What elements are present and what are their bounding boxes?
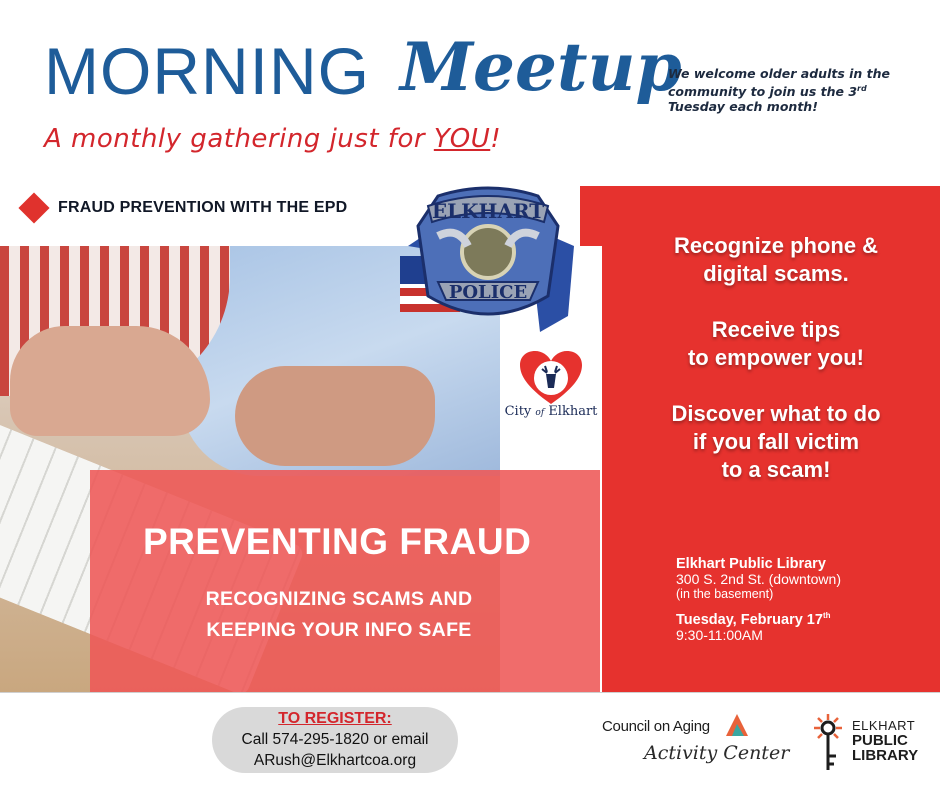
city-word: City bbox=[504, 404, 532, 419]
title-morning: MORNING bbox=[44, 34, 370, 108]
title-meetup: Meetup bbox=[400, 28, 682, 106]
elkhart-word: Elkhart bbox=[548, 404, 598, 419]
event-time: 9:30-11:00AM bbox=[676, 626, 763, 643]
register-email-link[interactable]: ARush@Elkhartcoa.org bbox=[253, 752, 417, 769]
highlight-item bbox=[612, 316, 940, 372]
feature-subtitle bbox=[168, 584, 510, 646]
highlight-line: Recognize phone & bbox=[673, 233, 879, 258]
badge-bottom-text: POLICE bbox=[448, 282, 528, 303]
of-word: of bbox=[535, 408, 545, 418]
feature-overlay bbox=[90, 470, 600, 692]
highlight-line: to empower you! bbox=[687, 345, 864, 370]
library-key-icon bbox=[810, 712, 846, 772]
highlight-item bbox=[612, 232, 940, 288]
panel-top-sliver bbox=[580, 186, 602, 246]
highlight-line: digital scams. bbox=[703, 261, 849, 286]
tagline bbox=[44, 124, 501, 154]
library-logo-text bbox=[852, 718, 918, 763]
highlight-line: if you fall victim bbox=[692, 429, 860, 454]
library-line3: LIBRARY bbox=[852, 747, 919, 764]
city-heart-icon bbox=[518, 350, 584, 406]
coa-script: Activity Center bbox=[644, 742, 790, 764]
footer-divider bbox=[0, 692, 940, 693]
feature-subtitle-line: KEEPING YOUR INFO SAFE bbox=[206, 619, 472, 641]
event-date bbox=[676, 608, 926, 628]
welcome-after: Tuesday each month! bbox=[668, 99, 818, 115]
coa-name: Council on Aging bbox=[602, 718, 710, 735]
event-location-note: (in the basement) bbox=[676, 587, 774, 601]
tagline-before: A monthly gathering just for bbox=[44, 124, 434, 154]
tagline-after: ! bbox=[490, 124, 502, 154]
event-venue: Elkhart Public Library bbox=[676, 556, 826, 572]
feature-title: PREVENTING FRAUD bbox=[143, 521, 532, 562]
feature-subtitle-line: RECOGNIZING SCAMS AND bbox=[205, 588, 473, 610]
police-badge-icon bbox=[398, 186, 578, 332]
register-title: TO REGISTER: bbox=[278, 710, 392, 727]
highlight-list bbox=[612, 232, 940, 512]
welcome-sup: rd bbox=[857, 84, 867, 93]
library-line2: PUBLIC bbox=[852, 732, 908, 749]
city-logo-name bbox=[503, 404, 599, 419]
photo-hand-left bbox=[10, 326, 210, 436]
tagline-emphasis: YOU bbox=[433, 124, 491, 154]
badge-top-text: ELKHART bbox=[431, 199, 545, 223]
section-label: FRAUD PREVENTION WITH THE EPD bbox=[58, 199, 348, 216]
highlight-item bbox=[612, 400, 940, 484]
highlight-line: to a scam! bbox=[721, 457, 831, 482]
event-date-text: Tuesday, February 17 bbox=[676, 611, 823, 628]
event-details bbox=[676, 557, 926, 643]
library-line1: ELKHART bbox=[852, 718, 916, 733]
coa-logo-icon bbox=[724, 712, 750, 738]
welcome-note bbox=[668, 66, 908, 114]
welcome-before: We welcome older adults in the community to join us the 3 bbox=[668, 66, 891, 100]
diamond-icon bbox=[18, 192, 49, 223]
register-phone: Call 574-295-1820 or email bbox=[241, 731, 429, 748]
highlight-line: Receive tips bbox=[711, 317, 841, 342]
highlight-line: Discover what to do bbox=[671, 401, 881, 426]
event-date-sup: th bbox=[822, 611, 831, 620]
photo-hand-right bbox=[235, 366, 435, 466]
event-address: 300 S. 2nd St. (downtown) bbox=[676, 571, 841, 587]
